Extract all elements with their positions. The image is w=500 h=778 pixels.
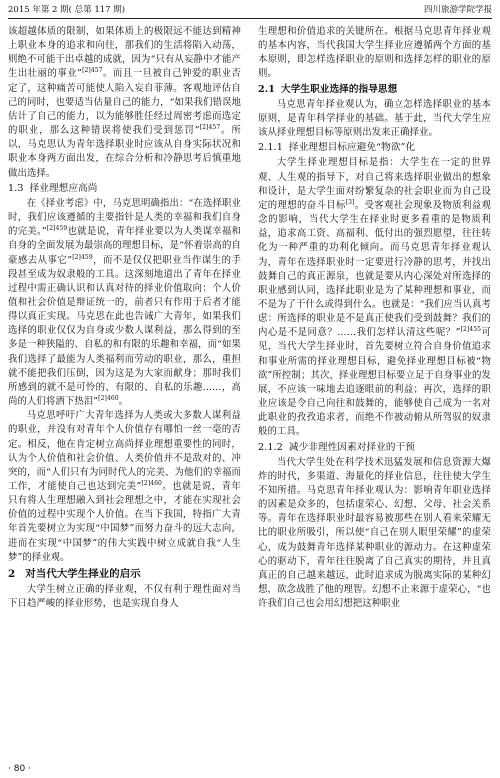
citation: [2]455 bbox=[460, 326, 482, 334]
issue-info: 2015 年第 2 期( 总第 117 期) bbox=[8, 5, 126, 15]
paragraph: 马克思呼吁广大青年选择为人类或大多数人谋利益的职业，并没有对青年个人价值存有哪怕一丝一毫的否定。相反，他在肯定树立高尚择业理想重要性的同时，认为个人价值和社会价值、人类价值并不是敌对的、冲突的，而“人们只有为同时代人的完美、为他们的幸福而工作，才能使自己也达到完美”$^{[2]460}$。也就是说，青年只有将人生理想融入到社会理想之中，才能在实现社会价值的过程中实现个人价值。在当下我国，特指广大青年首先要树立为实现“中国梦”而努力奋斗的远大志向，进而在实现“中国梦”的伟大实践中树立成就自我“人生梦”的择业观。 bbox=[8, 410, 241, 563]
citation: [3] bbox=[345, 198, 355, 206]
citation: [2]457 bbox=[199, 123, 221, 131]
citation: [2]460 bbox=[98, 394, 119, 402]
paragraph: 该超越体质的限制，如果体质上的极限远不能达到精神上职业本身的追求和向往，那我们的生活将陷入动荡，则绝不可能干出卓越的成就，因为“只有从妄静中才能产生出壮丽的事业”$^{[2]457}$。而且一旦被自己钟爱的职业否定了，这种痛苦可能使人陷入妄自菲薄。客观地评估自己的同时，也要适当估量自己的能力，“如果我们错误地估计了自己的能力，以为能够胜任经过周密考虑而选定的职业，那么这种错误将使我们受到惩罚”$^{[2]457}$。所以，马克思认为青年选择职业时应该从自身实际状况和职业本身两方面出发，在综合分析和冷静思考后慎重地做出选择。 bbox=[8, 26, 241, 179]
citation: [2]459 bbox=[72, 253, 93, 261]
paragraph: 大学生择业理想目标是指：大学生在一定的世界观、人生观的指导下，对自己将来选择职业做出的想象和设计，是大学生面对纷繁复杂的社会职业而为自己设定的理想的奋斗目标[3]。受客观社会现象及物质利益观念的影响，当代大学生在择业时更多看重的是物质利益，追求高工资、高福利、低付出的强烈愿望，往往转化为一种严重的功利化倾向。而马克思青年择业观认为，青年在选择职业时一定要进行冷静的思考，并找出鼓舞自己的真正源泉，也就是要从内心深处对所选择的职业感到认同，选择此职业是为了某种理想和事业，而不是为了干什么或得到什么。也就是：“我们应当认真考虑：所选择的职业是不是真正使我们受到鼓舞？我们的内心是不是同意？……我们怎样认清这些呢？”$^{[2]455}$可见，当代大学生择业时，首先要树立符合自身价值追求和事业所需的择业理想目标，避免择业理想目标被“物欲”所控制；其次，择业理想目标要立足于自身事业的发展，不应该一味地去追逐眼前的利益；再次，选择的职业应该是令自己向往和鼓舞的，能够使自己成为一名对此职业的孜孜追求者，而绝不作被动俯从所驾驭的奴隶般的工具。 bbox=[258, 157, 491, 438]
paragraph: 生理想和价值追求的关键所在。根据马克思青年择业观的基本内容，当代我国大学生择业应遵循两个方面的基本原则，即怎样选择职业的原则和选择怎样的职业的原则。 bbox=[258, 26, 491, 80]
paragraph: 当代大学生处在科学技术迅猛发展和信息资源大爆炸的时代，多渠道、海量化的择业信息，往往使大学生不知所措。马克思青年择业观认为：影响青年职业选择的因素是众多的，包括虚荣心、幻想、父母、社会关系等。青年在选择职业时最容易被那些在别人看来荣耀无比的职业所吸引，所以使“自己在别人眼里荣耀”的虚荣心，成为鼓舞青年选择某种职业的源动力。在这种虚荣心的驱动下，青年往往脱离了自己真实的期待，并且真真正的自己越来越远，此时追求成为脱离实际的某种幻想，欲念战胜了他的理智。幻想不止来源于虚荣心，“也许我们自己也会用幻想把这种职业 bbox=[258, 456, 491, 610]
paragraph: 大学生树立正确的择业观，不仅有利于理性面对当下日趋严峻的择业形势，也是实现自身人 bbox=[8, 584, 241, 610]
subsection-heading: 1.3 择业理想应高尚 bbox=[8, 182, 98, 194]
right-column bbox=[258, 25, 491, 754]
subsection-heading: 2.1 大学生职业选择的指导思想 bbox=[258, 83, 398, 95]
section-heading: 2 对当代大学生择业的启示 bbox=[8, 567, 141, 580]
citation: [2]460 bbox=[141, 479, 162, 487]
citation: [2]457 bbox=[82, 67, 103, 75]
citation: [2]459 bbox=[46, 225, 68, 233]
subsubsection-heading: 2.1.1 择业理想目标应避免“物欲”化 bbox=[258, 142, 416, 154]
subsubsection-heading: 2.1.2 减少非理性因素对择业的干预 bbox=[258, 441, 415, 453]
journal-name: 四川旅游学院学报 bbox=[423, 5, 492, 15]
left-column bbox=[8, 25, 241, 754]
page-number: · 80 · bbox=[8, 764, 31, 774]
running-header bbox=[8, 2, 492, 19]
paragraph: 在《择业考虑》中，马克思明确指出：“在选择职业时，我们应该遵循的主要指针是人类的幸福和我们自身的完美。”$^{[2]459}$也就是说，青年择业要以为人类谋幸福和自身的全面发展为最崇高的理想目标，是“怀着崇高的自豪感去从事它”$^{[2]459}$，而不是仅仅把职业当作谋生的手段甚至成为奴隶般的工具。这深刻地道出了青年在择业过程中需正确认识和认真对待的择业价值取向：个人价值和社会价值是辩证统一的，前者只有作用于后者才能得以真正实现。马克思在此也告诫广大青年，如果我们选择的职业仅仅为自身或少数人谋利益，那么得到的至多是一种狭隘的、自私的和有限的乐趣和幸福，而“如果我们选择了最能为人类福利而劳动的职业，那么，重担就不能把我们压倒，因为这是为大家而献身；那时我们所感到的就不是可怜的、有限的、自私的乐趣……，高尚的人们将洒下热泪”$^{[2]460}$。 bbox=[8, 197, 241, 408]
paragraph: 马克思青年择业观认为，确立怎样选择职业的基本原则，是青年科学择业的基础。基于此，当代大学生应该从择业理想目标等原则出发来正确择业。 bbox=[258, 98, 491, 139]
